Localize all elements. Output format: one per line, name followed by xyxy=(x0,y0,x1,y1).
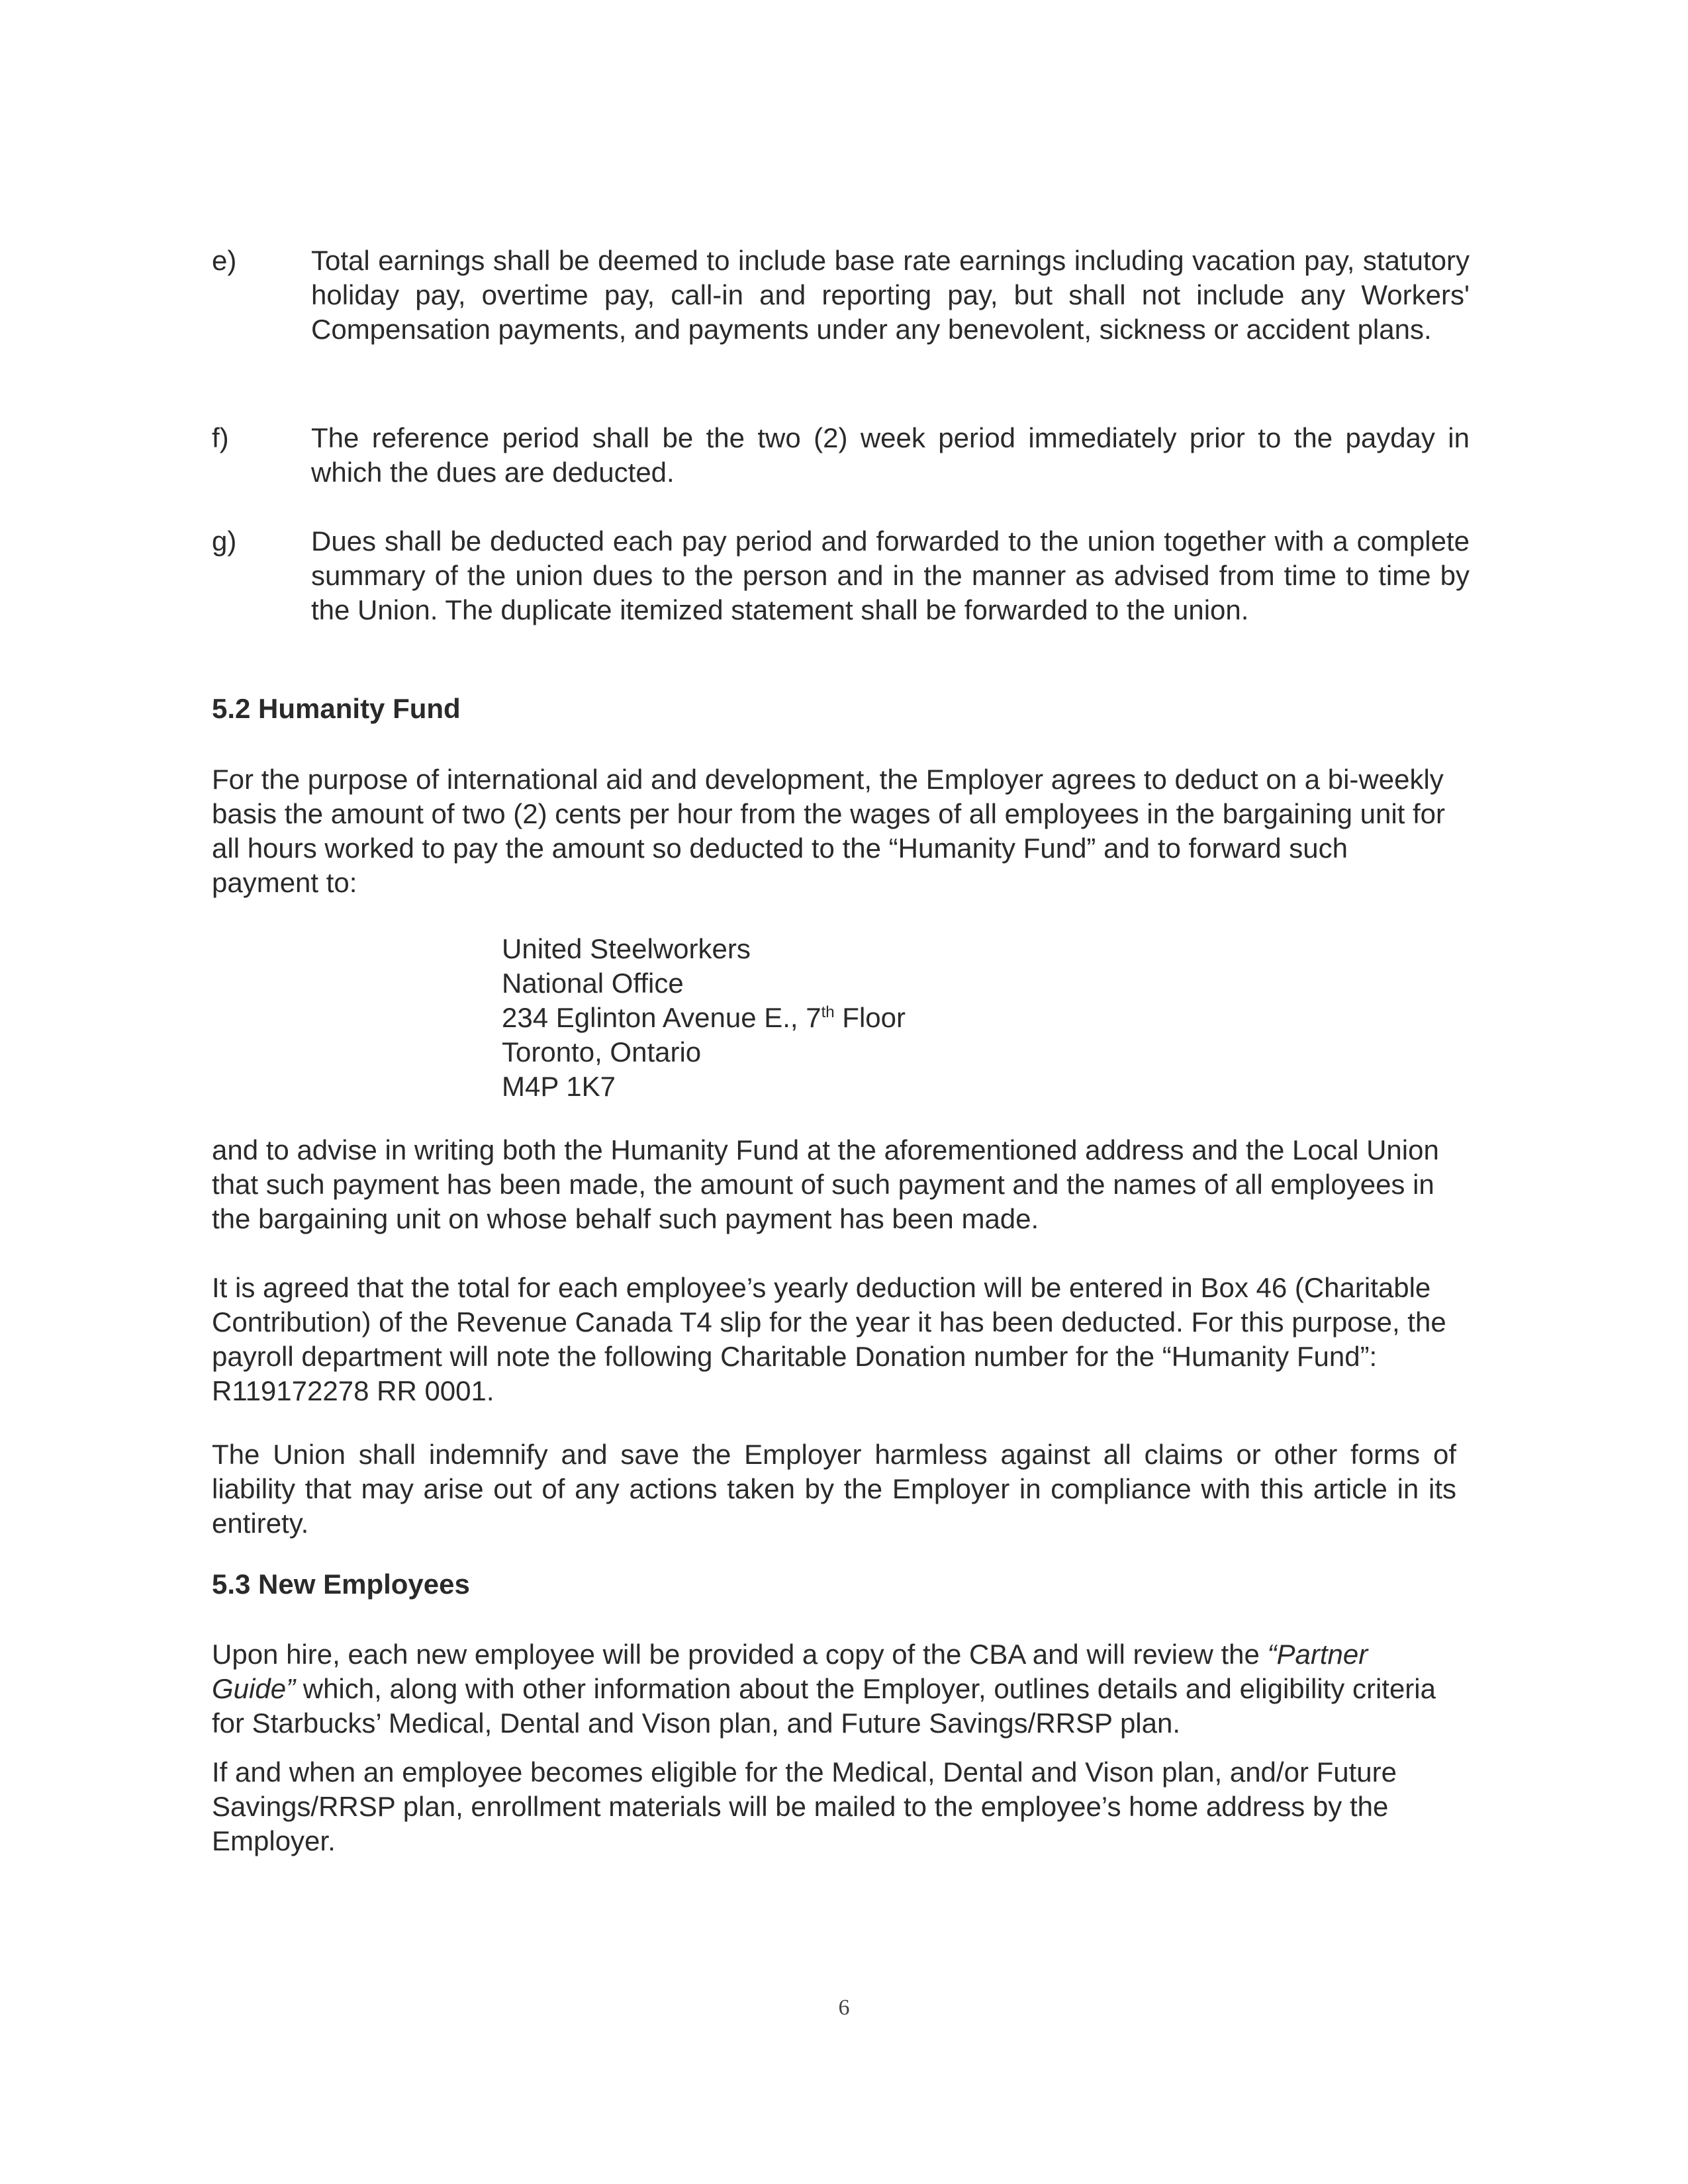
section-heading-humanity-fund: 5.2 Humanity Fund xyxy=(212,693,461,724)
page-number: 6 xyxy=(838,1995,850,2020)
list-item-text: Dues shall be deducted each pay period and forwarded to the union together with a complete summary of the union dues to the person and in the manner as advised from time to time by the Union. The duplicate itemized statement shall be forwarded to the union. xyxy=(311,525,1470,625)
section-heading-new-employees: 5.3 New Employees xyxy=(212,1569,470,1600)
humanity-fund-paragraph-3: It is agreed that the total for each employee’s yearly deduction will be entered in Box 46 (Charitable Contribution) of the Revenue Canada T4 slip for the year it has been deducted. For this purpose, the payroll department will note the following Charitable Donation number for the “Humanity Fund”: R119172278 RR 0001. xyxy=(212,1272,1446,1406)
address-line: United Steelworkers xyxy=(502,933,751,964)
list-item-text: Total earnings shall be deemed to include base rate earnings including vacation pay, statutory holiday pay, overtime pay, call-in and reporting pay, but shall not include any Workers' Compensation payments, and payments under any benevolent, sickness or accident plans. xyxy=(311,245,1470,345)
new-employees-paragraph-1 xyxy=(212,1637,1456,1741)
text-run: which, along with other information about the Employer, outlines details and eligibility criteria for Starbucks’ Medical, Dental and Vison plan, and Future Savings/RRSP plan. xyxy=(212,1673,1436,1739)
list-item-label: e) xyxy=(212,245,237,276)
humanity-fund-paragraph-1: For the purpose of international aid and development, the Employer agrees to deduct on a bi-weekly basis the amount of two (2) cents per hour from the wages of all employees in the bargaining unit for all hours worked to pay the amount so deducted to the “Humanity Fund” and to forward such payment to: xyxy=(212,764,1446,898)
address-line: M4P 1K7 xyxy=(502,1071,616,1102)
address-floor: Floor xyxy=(834,1002,906,1033)
address-line: National Office xyxy=(502,968,684,999)
humanity-fund-paragraph-4: The Union shall indemnify and save the Employer harmless against all claims or other forms of liability that may arise out of any actions taken by the Employer in compliance with this article in its entirety. xyxy=(212,1439,1456,1539)
humanity-fund-paragraph-2: and to advise in writing both the Humanity Fund at the aforementioned address and the Local Union that such payment has been made, the amount of such payment and the names of all employees in the bargaining unit on whose behalf such payment has been made. xyxy=(212,1134,1439,1234)
new-employees-paragraph-2: If and when an employee becomes eligible for the Medical, Dental and Vison plan, and/or Future Savings/RRSP plan, enrollment materials will be mailed to the employee’s home address by the Employer. xyxy=(212,1756,1397,1856)
address-street: 234 Eglinton Avenue E., 7 xyxy=(502,1002,821,1033)
list-item-text: The reference period shall be the two (2) week period immediately prior to the payday in which the dues are deducted. xyxy=(311,422,1470,488)
mailing-address xyxy=(502,932,906,1104)
list-item-label: f) xyxy=(212,422,229,453)
list-item-label: g) xyxy=(212,525,237,557)
ordinal-suffix: th xyxy=(821,1003,835,1021)
partner-guide-title: “Partner Guide” xyxy=(212,1639,1368,1704)
address-line: Toronto, Ontario xyxy=(502,1036,702,1068)
address-line xyxy=(502,1001,906,1035)
text-run: Upon hire, each new employee will be provided a copy of the CBA and will review the xyxy=(212,1639,1268,1670)
